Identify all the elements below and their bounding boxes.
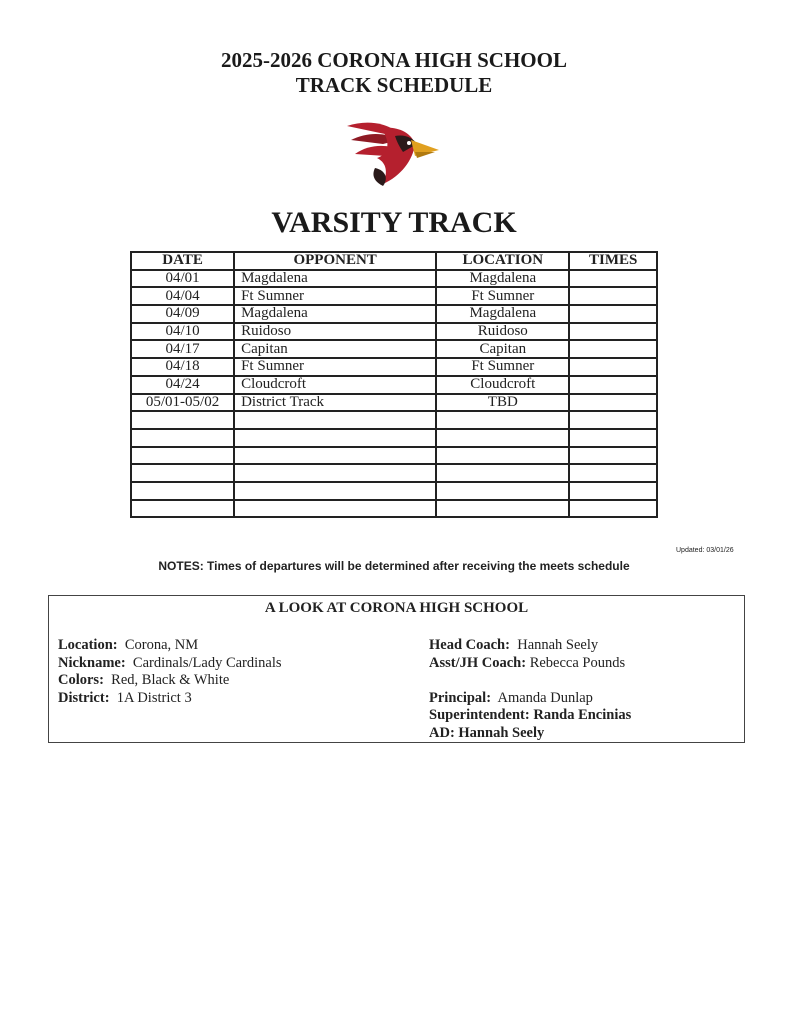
school-info-box <box>48 595 745 743</box>
opponent-cell: Cloudcroft <box>234 376 436 394</box>
info-nickname: Nickname: Cardinals/Lady Cardinals <box>58 654 282 671</box>
opponent-cell <box>234 500 436 518</box>
times-cell <box>569 411 657 429</box>
table-row <box>131 376 657 394</box>
opponent-cell: Ruidoso <box>234 323 436 341</box>
date-cell <box>131 482 234 500</box>
info-asst-coach: Asst/JH Coach: Rebecca Pounds <box>429 654 626 671</box>
section-title: VARSITY TRACK <box>271 206 517 239</box>
location-cell <box>436 500 569 518</box>
header-date: DATE <box>131 252 234 270</box>
date-cell: 04/01 <box>131 270 234 288</box>
location-cell: Magdalena <box>436 305 569 323</box>
times-cell <box>569 323 657 341</box>
date-cell: 04/24 <box>131 376 234 394</box>
times-cell <box>569 340 657 358</box>
date-cell <box>131 500 234 518</box>
times-cell <box>569 500 657 518</box>
location-cell <box>436 447 569 465</box>
table-row <box>131 270 657 288</box>
opponent-cell <box>234 482 436 500</box>
table-row <box>131 358 657 376</box>
location-cell <box>436 429 569 447</box>
opponent-cell: Capitan <box>234 340 436 358</box>
times-cell <box>569 305 657 323</box>
table-row <box>131 340 657 358</box>
table-row <box>131 447 657 465</box>
times-cell <box>569 429 657 447</box>
location-cell <box>436 482 569 500</box>
date-cell <box>131 464 234 482</box>
table-row <box>131 305 657 323</box>
info-location: Location: Corona, NM <box>58 637 199 653</box>
location-cell: Ft Sumner <box>436 358 569 376</box>
opponent-cell <box>234 447 436 465</box>
title-line-2: TRACK SCHEDULE <box>295 73 493 97</box>
date-cell <box>131 411 234 429</box>
times-cell <box>569 447 657 465</box>
times-cell <box>569 376 657 394</box>
table-row <box>131 411 657 429</box>
table-row <box>131 287 657 305</box>
opponent-cell: District Track <box>234 394 436 412</box>
table-header-row <box>131 252 657 270</box>
info-superintendent: Superintendent: Randa Encinias <box>429 707 632 723</box>
schedule-table <box>130 251 658 518</box>
header-times: TIMES <box>569 252 657 270</box>
table-row <box>131 394 657 412</box>
location-cell: Cloudcroft <box>436 376 569 394</box>
location-cell: Ruidoso <box>436 323 569 341</box>
info-principal: Principal: Amanda Dunlap <box>429 689 593 706</box>
info-colors: Colors: Red, Black & White <box>58 672 230 688</box>
header-location: LOCATION <box>436 252 569 270</box>
times-cell <box>569 394 657 412</box>
table-row <box>131 429 657 447</box>
info-left-column <box>58 637 282 707</box>
opponent-cell <box>234 429 436 447</box>
times-cell <box>569 482 657 500</box>
location-cell: Capitan <box>436 340 569 358</box>
table-row <box>131 464 657 482</box>
opponent-cell <box>234 411 436 429</box>
date-cell: 04/17 <box>131 340 234 358</box>
opponent-cell: Ft Sumner <box>234 358 436 376</box>
info-right-column <box>429 637 631 742</box>
location-cell <box>436 411 569 429</box>
info-ad: AD: Hannah Seely <box>429 724 545 741</box>
title-line-1: 2025-2026 CORONA HIGH SCHOOL <box>221 48 567 72</box>
date-cell: 04/04 <box>131 287 234 305</box>
date-cell <box>131 429 234 447</box>
opponent-cell <box>234 464 436 482</box>
location-cell: TBD <box>436 394 569 412</box>
date-cell <box>131 447 234 465</box>
table-row <box>131 500 657 518</box>
opponent-cell: Magdalena <box>234 270 436 288</box>
table-row <box>131 482 657 500</box>
location-cell: Magdalena <box>436 270 569 288</box>
location-cell <box>436 464 569 482</box>
date-cell: 04/18 <box>131 358 234 376</box>
date-cell: 05/01-05/02 <box>131 394 234 412</box>
times-cell <box>569 287 657 305</box>
location-cell: Ft Sumner <box>436 287 569 305</box>
opponent-cell: Magdalena <box>234 305 436 323</box>
info-title: A LOOK AT CORONA HIGH SCHOOL <box>264 600 529 616</box>
header-opponent: OPPONENT <box>234 252 436 270</box>
times-cell <box>569 358 657 376</box>
times-cell <box>569 270 657 288</box>
times-cell <box>569 464 657 482</box>
date-cell: 04/10 <box>131 323 234 341</box>
opponent-cell: Ft Sumner <box>234 287 436 305</box>
notes: NOTES: Times of departures will be determined after receiving the meets schedule <box>158 559 630 573</box>
info-district: District: 1A District 3 <box>58 689 192 706</box>
table-row <box>131 323 657 341</box>
cardinal-logo-icon <box>345 118 441 188</box>
updated-date: Updated: 03/01/26 <box>676 547 734 554</box>
info-head-coach: Head Coach: Hannah Seely <box>429 637 599 653</box>
date-cell: 04/09 <box>131 305 234 323</box>
document-title <box>0 48 788 98</box>
